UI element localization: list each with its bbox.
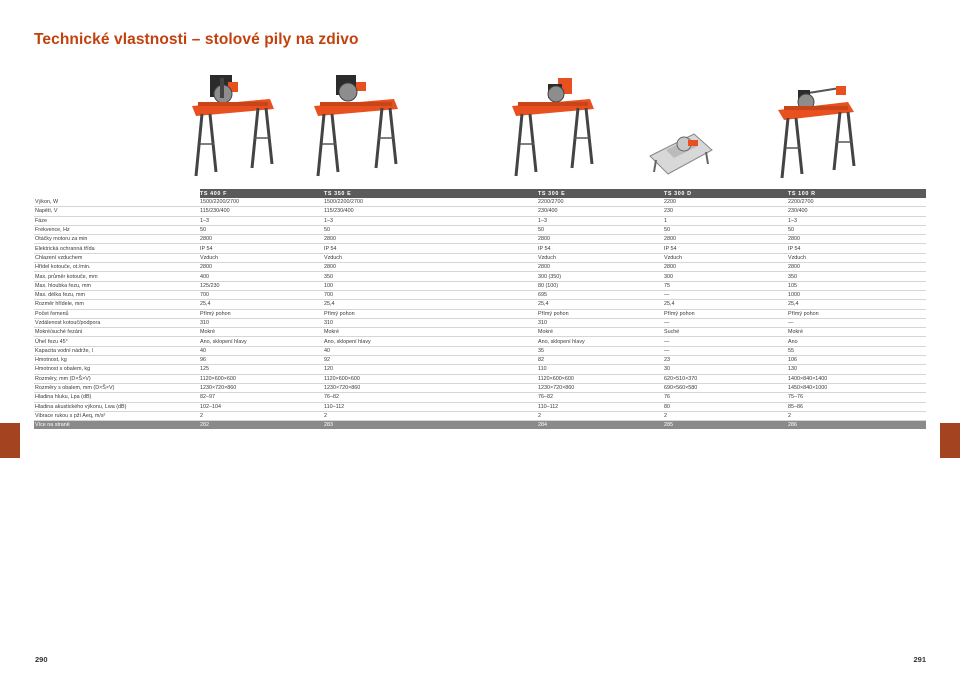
table-cell: 1–3 [200,216,324,225]
header-cell: TS 400 F [200,189,324,198]
table-cell: 1000 [788,290,926,299]
table-cell: 75 [664,281,788,290]
table-cell: 1400×840×1400 [788,374,926,383]
table-row [34,328,926,337]
table-cell: 2800 [538,263,664,272]
row-label: Vzdálenost kotouč/podpora [34,318,200,327]
table-cell: 310 [200,318,324,327]
table-cell: Mokré [788,328,926,337]
table-cell: 25,4 [324,300,538,309]
table-row [34,337,926,346]
table-cell: Vzduch [324,253,538,262]
table-cell: 125/230 [200,281,324,290]
table-cell: 310 [538,318,664,327]
table-cell: 230 [664,207,788,216]
table-cell: 2 [538,411,664,420]
table-cell: 230/400 [538,207,664,216]
table-cell: 125 [200,365,324,374]
row-label: Rozměry s obalem, mm (D×Š×V) [34,383,200,392]
table-cell: 2200 [664,198,788,207]
table-cell: Přímý pohon [324,309,538,318]
table-cell: 115/230/400 [200,207,324,216]
row-label: Hladina hluku, Lpa (dB) [34,393,200,402]
table-footer-row [34,421,926,430]
table-cell: 700 [324,290,538,299]
table-cell: 92 [324,356,538,365]
table-cell: Ano, sklopení hlavy [538,337,664,346]
table-row [34,290,926,299]
table-cell: 1120×600×600 [200,374,324,383]
table-cell: 50 [324,225,538,234]
table-cell: 106 [788,356,926,365]
table-row [34,300,926,309]
table-cell: Ano, sklopení hlavy [200,337,324,346]
table-row [34,318,926,327]
table-cell: 2800 [200,235,324,244]
table-cell: Přímý pohon [538,309,664,318]
table-cell: 1–3 [788,216,926,225]
table-cell: Vzduch [664,253,788,262]
table-cell: 85–86 [788,402,926,411]
row-label: Rozměry, mm (D×Š×V) [34,374,200,383]
row-label: Hřídel kotouče, ot./min. [34,263,200,272]
side-tab [940,423,960,458]
table-cell: 82 [538,356,664,365]
compact-saw-icon [646,64,716,188]
row-label: Hmotnost s obalem, kg [34,365,200,374]
table-cell: 350 [788,272,926,281]
page-title: Technické vlastnosti – stolové pily na zdivo [34,31,359,48]
table-cell: 1120×600×600 [538,374,664,383]
table-cell: 2 [200,411,324,420]
table-cell: 35 [538,346,664,355]
table-cell: 1120×600×600 [324,374,538,383]
page-number: 290 [35,655,48,664]
table-row [34,309,926,318]
table-cell: IP 54 [200,244,324,253]
row-label: Hladina akustického výkonu, Lwa (dB) [34,402,200,411]
table-cell: 55 [788,346,926,355]
footer-cell: Více na straně [34,421,200,430]
table-saw-icon [190,64,280,188]
footer-cell: 282 [200,421,324,430]
table-cell: 76–82 [538,393,664,402]
table-row [34,263,926,272]
table-cell: 2800 [788,263,926,272]
table-cell: Vzduch [538,253,664,262]
table-cell: 1–3 [538,216,664,225]
table-saw-icon [510,64,598,188]
table-row [34,411,926,420]
table-row [34,402,926,411]
table-cell: 2 [788,411,926,420]
row-label: Úhel řezu 45° [34,337,200,346]
table-cell: 2800 [664,263,788,272]
table-row [34,374,926,383]
table-row [34,346,926,355]
footer-cell: 283 [324,421,538,430]
side-tab [0,423,20,458]
table-cell: 23 [664,356,788,365]
table-row [34,207,926,216]
table-cell: 76–82 [324,393,538,402]
table-cell: 695 [538,290,664,299]
table-cell: 50 [538,225,664,234]
table-cell: 1450×840×1000 [788,383,926,392]
row-label: Elektrická ochranná třída [34,244,200,253]
table-cell: 110 [538,365,664,374]
table-cell: — [664,337,788,346]
spec-table [34,189,926,429]
table-cell: 96 [200,356,324,365]
table-cell: 50 [788,225,926,234]
table-header-row [34,189,926,198]
table-cell: 40 [324,346,538,355]
table-cell: 350 [324,272,538,281]
table-cell: 80 [664,402,788,411]
header-cell: TS 350 E [324,189,538,198]
row-label: Rozměr hřídele, mm [34,300,200,309]
table-cell: 2800 [664,235,788,244]
table-cell: 30 [664,365,788,374]
table-cell: Přímý pohon [788,309,926,318]
table-row [34,198,926,207]
table-cell: 110–112 [538,402,664,411]
table-cell: 80 (100) [538,281,664,290]
table-cell: 2200/2700 [538,198,664,207]
table-row [34,356,926,365]
table-body [34,198,926,421]
header-cell: TS 100 R [788,189,926,198]
table-cell: IP 54 [788,244,926,253]
table-cell: 76 [664,393,788,402]
table-cell: 110–112 [324,402,538,411]
table-row [34,365,926,374]
table-cell: 82–97 [200,393,324,402]
table-cell: 25,4 [788,300,926,309]
table-row [34,393,926,402]
table-cell: 25,4 [664,300,788,309]
table-row [34,235,926,244]
table-cell: 50 [664,225,788,234]
table-cell: 100 [324,281,538,290]
table-cell: 1230×720×860 [538,383,664,392]
row-label: Napětí, V [34,207,200,216]
table-cell: IP 54 [324,244,538,253]
table-cell: IP 54 [538,244,664,253]
table-cell: 230/400 [788,207,926,216]
row-label: Max. hloubka řezu, mm [34,281,200,290]
table-cell: Vzduch [788,253,926,262]
table-cell: IP 54 [664,244,788,253]
table-row [34,216,926,225]
row-label: Výkon, W [34,198,200,207]
table-row [34,225,926,234]
table-cell: 2800 [200,263,324,272]
table-cell: 130 [788,365,926,374]
table-cell: 2800 [538,235,664,244]
table-cell: Přímý pohon [200,309,324,318]
row-label: Fáze [34,216,200,225]
row-label: Vibrace rukou s pží Aeq, m/s² [34,411,200,420]
table-cell: 2800 [324,235,538,244]
table-cell: 700 [200,290,324,299]
row-label: Chlazení vzduchem [34,253,200,262]
row-label: Mokré/suché řezání [34,328,200,337]
footer-cell: 286 [788,421,926,430]
table-cell: Suché [664,328,788,337]
table-cell: 75–76 [788,393,926,402]
row-label: Max. délka řezu, mm [34,290,200,299]
row-label: Kapacita vodní nádrže, l [34,346,200,355]
table-row [34,383,926,392]
table-cell: 300 (350) [538,272,664,281]
table-cell: Mokré [538,328,664,337]
table-cell: 2800 [324,263,538,272]
table-cell: Vzduch [200,253,324,262]
header-cell: TS 300 D [664,189,788,198]
rail-saw-icon [776,64,862,188]
table-cell: 400 [200,272,324,281]
table-cell: 40 [200,346,324,355]
row-label: Frekvence, Hz [34,225,200,234]
header-cell [34,189,200,198]
table-cell: — [664,318,788,327]
table-cell: Ano, sklopení hlavy [324,337,538,346]
table-cell: Mokré [200,328,324,337]
row-label: Počet řemenů [34,309,200,318]
table-cell: 2800 [788,235,926,244]
table-cell: — [664,290,788,299]
table-cell: 1500/2200/2700 [200,198,324,207]
table-row [34,244,926,253]
table-cell: 25,4 [538,300,664,309]
table-cell: 105 [788,281,926,290]
table-cell: — [664,346,788,355]
table-cell: 115/230/400 [324,207,538,216]
table-cell: 102–104 [200,402,324,411]
row-label: Otáčky motoru za min [34,235,200,244]
table-cell: 620×510×370 [664,374,788,383]
table-row [34,281,926,290]
table-cell: 120 [324,365,538,374]
row-label: Max. průměr kotouče, mm [34,272,200,281]
footer-cell: 284 [538,421,664,430]
table-cell: 50 [200,225,324,234]
table-cell: 1500/2200/2700 [324,198,538,207]
table-cell: 2 [664,411,788,420]
table-cell: 25,4 [200,300,324,309]
table-cell: Mokré [324,328,538,337]
table-cell: 2 [324,411,538,420]
table-cell: 1230×720×860 [200,383,324,392]
table-cell: 690×560×580 [664,383,788,392]
table-cell: Ano [788,337,926,346]
table-cell: 300 [664,272,788,281]
product-images [0,64,960,188]
table-cell: Přímý pohon [664,309,788,318]
table-cell: — [788,318,926,327]
table-row [34,272,926,281]
table-cell: 2200/2700 [788,198,926,207]
footer-cell: 285 [664,421,788,430]
table-cell: 1230×720×860 [324,383,538,392]
header-cell: TS 300 E [538,189,664,198]
table-cell: 310 [324,318,538,327]
table-row [34,253,926,262]
table-cell: 1–3 [324,216,538,225]
table-cell: 1 [664,216,788,225]
page-number: 291 [913,655,926,664]
table-saw-icon [312,64,404,188]
row-label: Hmotnost, kg [34,356,200,365]
